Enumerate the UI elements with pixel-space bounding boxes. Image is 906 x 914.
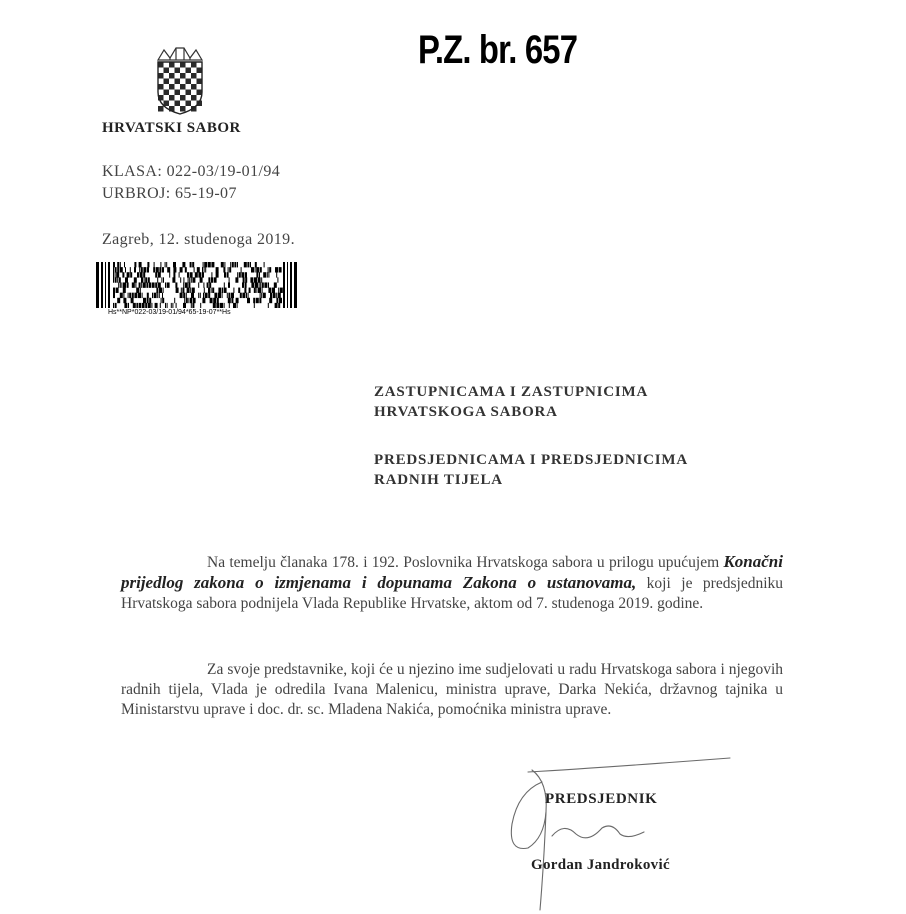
body-text: Za svoje predstavnike, koji će u njezino ime sudjelovati u radu Hrvatskoga sabora i njegovih radnih tijela, Vlada je odredila Ivana Malenicu, ministra uprave, Darka Nekića, državnog tajnika u Ministarstvu uprave i doc. dr. sc. Mladena Nakića, pomoćnika ministra uprave. xyxy=(121,661,783,718)
place-and-date: Zagreb, 12. studenoga 2019. xyxy=(102,231,295,248)
recipient-line: ZASTUPNICAMA I ZASTUPNICIMA xyxy=(374,384,649,400)
recipient-block-members xyxy=(374,382,648,422)
body-text: koji je predsjedniku Hrvatskoga sabora podnijela Vlada Republike Hrvatske, aktom od 7. studenoga 2019. godine. xyxy=(121,575,783,612)
signatory-title: PREDSJEDNIK xyxy=(545,791,658,807)
body-paragraph-1 xyxy=(121,552,783,614)
law-title: Konačni prijedlog zakona o izmjenama i dopunama Zakona o ustanovama, xyxy=(121,552,783,592)
coat-of-arms-icon xyxy=(150,46,210,116)
urbroj-reference: URBROJ: 65-19-07 xyxy=(102,185,237,202)
recipient-line: RADNIH TIJELA xyxy=(374,472,503,488)
body-text: Na temelju članaka 178. i 192. Poslovnika Hrvatskoga sabora u prilogu upućujem xyxy=(207,554,724,571)
document-number-stamp: P.Z. br. 657 xyxy=(418,28,578,72)
recipient-line: PREDSJEDNICAMA I PREDSJEDNICIMA xyxy=(374,452,688,468)
signatory-name: Gordan Jandroković xyxy=(531,857,670,873)
recipient-block-committees xyxy=(374,450,688,490)
barcode-image xyxy=(96,262,298,308)
institution-name: HRVATSKI SABOR xyxy=(102,120,241,136)
recipient-line: HRVATSKOGA SABORA xyxy=(374,404,558,420)
klasa-reference: KLASA: 022-03/19-01/94 xyxy=(102,163,281,180)
body-paragraph-2 xyxy=(121,660,783,720)
barcode-caption: Hs**NP*022-03/19-01/94*65-19-07**Hs xyxy=(108,309,231,316)
handwritten-signature xyxy=(498,752,748,914)
